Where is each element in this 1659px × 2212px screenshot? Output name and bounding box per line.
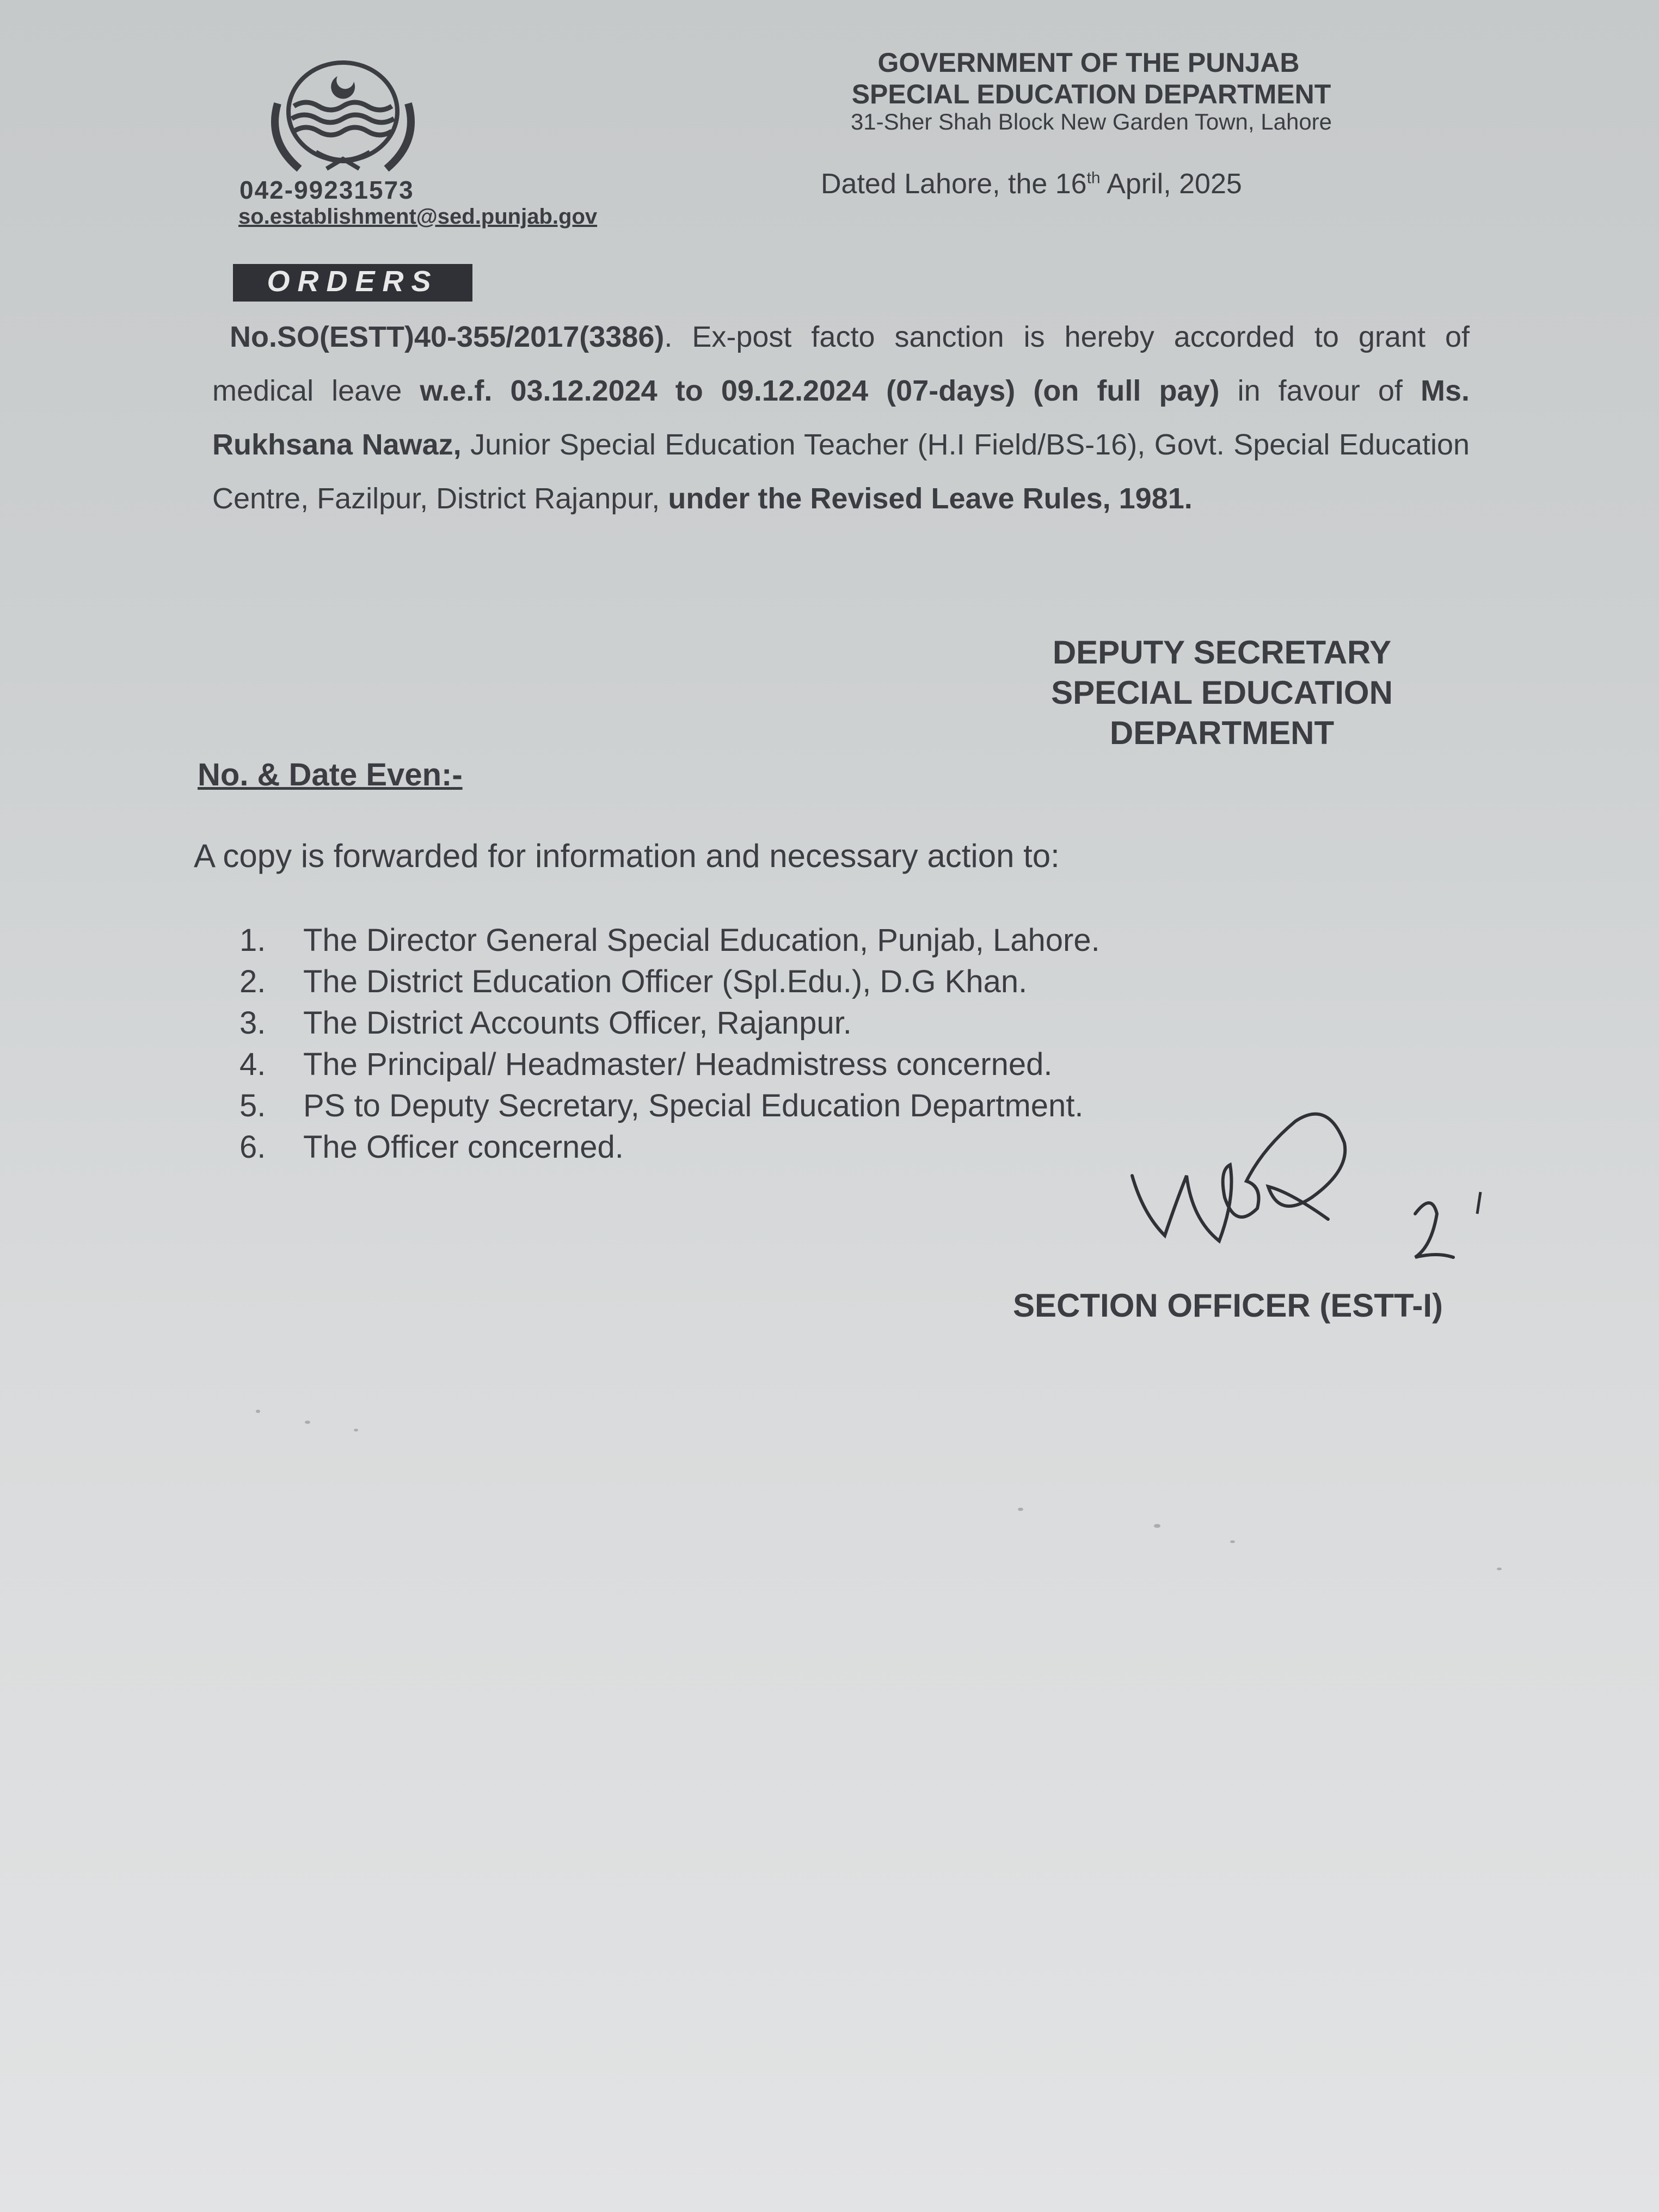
paper-speck — [256, 1410, 260, 1413]
paper-speck — [1154, 1524, 1160, 1528]
item-number: 2. — [239, 964, 266, 999]
leave-period: w.e.f. 03.12.2024 to 09.12.2024 (07-days) (on full pay) — [420, 374, 1220, 407]
item-text: The Officer concerned. — [303, 1129, 624, 1165]
date-ordinal: th — [1086, 169, 1101, 187]
list-item — [239, 1003, 1100, 1044]
department-address: 31-Sher Shah Block New Garden Town, Lahore — [850, 109, 1332, 134]
department-title: SPECIAL EDUCATION DEPARTMENT — [851, 79, 1331, 109]
list-item — [239, 961, 1100, 1003]
endorsement-intro: A copy is forwarded for information and necessary action to: — [194, 838, 1060, 874]
item-text: PS to Deputy Secretary, Special Education Department. — [303, 1088, 1084, 1123]
signatory-line: DEPUTY SECRETARY — [1052, 634, 1392, 671]
orders-heading: ORDERS — [233, 264, 472, 302]
paper-speck — [354, 1429, 358, 1431]
item-number: 1. — [239, 923, 266, 958]
leave-rules: under the Revised Leave Rules, 1981. — [668, 482, 1193, 515]
signatory-line: DEPARTMENT — [1109, 715, 1335, 751]
endorsement-heading: No. & Date Even:- — [198, 757, 463, 792]
item-number: 5. — [239, 1088, 266, 1123]
order-text: . Ex-post facto sanction is hereby accorded to grant of medical leave — [212, 321, 1470, 407]
item-number: 6. — [239, 1129, 266, 1165]
item-number: 4. — [239, 1047, 266, 1082]
section-officer-designation: SECTION OFFICER (ESTT-I) — [1013, 1287, 1443, 1324]
item-text: The District Education Officer (Spl.Edu.), D.G Khan. — [303, 964, 1028, 999]
item-text: The District Accounts Officer, Rajanpur. — [303, 1005, 852, 1041]
punjab-government-emblem — [256, 60, 430, 174]
order-paragraph — [212, 310, 1470, 526]
signatory-line: SPECIAL EDUCATION — [1051, 674, 1393, 711]
list-item — [239, 1127, 1100, 1168]
paper-speck — [1497, 1568, 1502, 1570]
government-title: GOVERNMENT OF THE PUNJAB — [877, 47, 1300, 78]
phone-number: 042-99231573 — [239, 176, 414, 204]
list-item — [239, 1044, 1100, 1085]
distribution-list — [239, 920, 1100, 1168]
employee-name: Ms. Rukhsana Nawaz, — [212, 374, 1470, 461]
item-text: The Principal/ Headmaster/ Headmistress concerned. — [303, 1047, 1053, 1082]
date-suffix: April, 2025 — [1100, 168, 1242, 200]
order-reference-number: No.SO(ESTT)40-355/2017(3386) — [230, 321, 665, 353]
email-address: so.establishment@sed.punjab.gov — [238, 205, 598, 229]
list-item — [239, 1085, 1100, 1127]
deputy-secretary-signatory — [925, 632, 1519, 753]
paper-speck — [1230, 1540, 1235, 1543]
order-text: Junior Special Education Teacher (H.I Field/BS-16), Govt. Special Education Centre, Fazilpur, District Rajanpur, — [212, 428, 1470, 515]
handwritten-signature — [1121, 1099, 1513, 1285]
item-number: 3. — [239, 1005, 266, 1041]
paper-speck — [1018, 1508, 1023, 1511]
item-text: The Director General Special Education, Punjab, Lahore. — [303, 923, 1100, 958]
list-item — [239, 920, 1100, 961]
date-line — [821, 168, 1242, 200]
order-text: in favour of — [1219, 374, 1421, 407]
paper-speck — [305, 1421, 310, 1424]
date-prefix: Dated Lahore, the 16 — [821, 168, 1087, 200]
